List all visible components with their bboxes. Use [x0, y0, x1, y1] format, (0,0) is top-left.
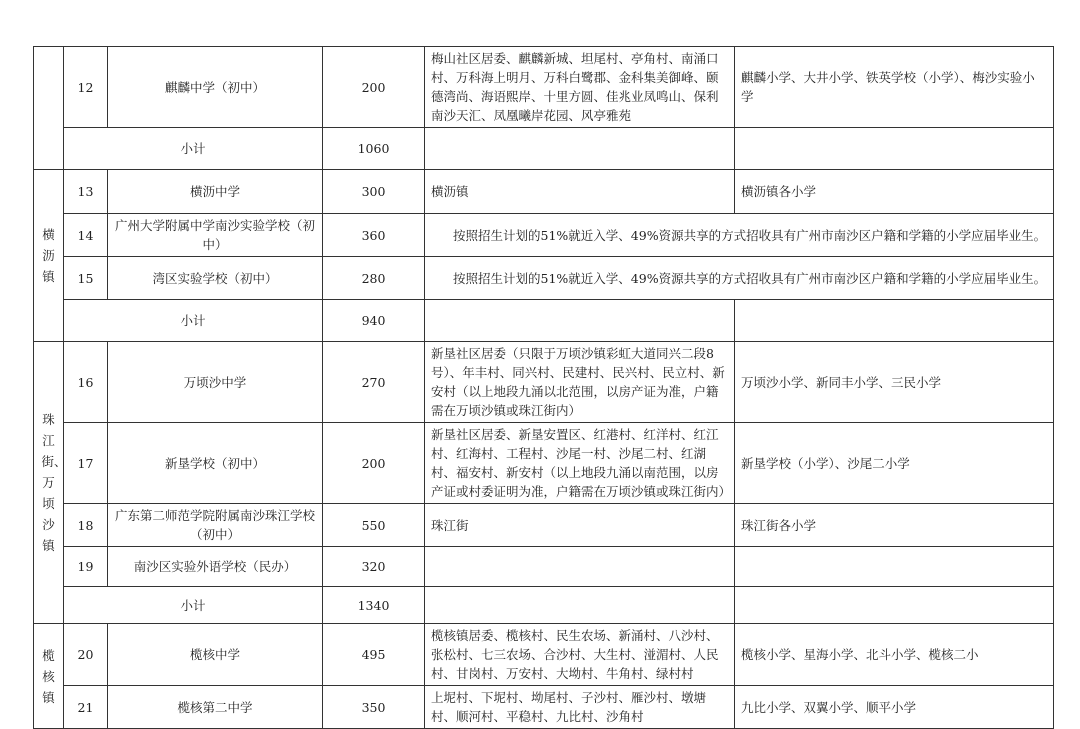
school-name: 湾区实验学校（初中） [108, 257, 323, 300]
enrollment-plan: 300 [323, 170, 425, 214]
enrollment-area [425, 547, 735, 587]
feeder-schools: 榄核小学、星海小学、北斗小学、榄核二小 [735, 624, 1054, 686]
table-row [34, 214, 1054, 257]
admission-note: 按照招生计划的51%就近入学、49%资源共享的方式招收具有广州市南沙区户籍和学籍的小学应届毕业生。 [425, 257, 1054, 300]
school-name: 万顷沙中学 [108, 342, 323, 423]
row-number: 20 [64, 624, 108, 686]
enrollment-area: 珠江街 [425, 504, 735, 547]
empty-cell [735, 300, 1054, 342]
school-name: 南沙区实验外语学校（民办） [108, 547, 323, 587]
empty-cell [425, 587, 735, 624]
school-name: 广东第二师范学院附属南沙珠江学校（初中） [108, 504, 323, 547]
empty-cell [425, 300, 735, 342]
table-row [34, 504, 1054, 547]
enrollment-table [33, 46, 1054, 729]
subtotal-label: 小计 [64, 300, 323, 342]
table-row [34, 624, 1054, 686]
table-row [34, 257, 1054, 300]
row-number: 16 [64, 342, 108, 423]
enrollment-plan: 270 [323, 342, 425, 423]
empty-cell [425, 128, 735, 170]
school-name: 横沥中学 [108, 170, 323, 214]
enrollment-plan: 360 [323, 214, 425, 257]
town-cell: 珠江街、万顷沙镇 [34, 342, 64, 624]
row-number: 19 [64, 547, 108, 587]
school-name: 榄核第二中学 [108, 686, 323, 729]
enrollment-plan: 200 [323, 47, 425, 128]
subtotal-row [34, 300, 1054, 342]
enrollment-area: 榄核镇居委、榄核村、民生农场、新涌村、八沙村、张松村、七三农场、合沙村、大生村、湴湄村、人民村、甘岗村、万安村、大坳村、牛角村、绿村村 [425, 624, 735, 686]
table-row [34, 47, 1054, 128]
admission-note: 按照招生计划的51%就近入学、49%资源共享的方式招收具有广州市南沙区户籍和学籍的小学应届毕业生。 [425, 214, 1054, 257]
table-row [34, 170, 1054, 214]
empty-cell [735, 587, 1054, 624]
feeder-schools: 新垦学校（小学）、沙尾二小学 [735, 423, 1054, 504]
enrollment-plan: 550 [323, 504, 425, 547]
enrollment-plan: 280 [323, 257, 425, 300]
enrollment-plan: 495 [323, 624, 425, 686]
enrollment-plan: 320 [323, 547, 425, 587]
school-name: 广州大学附属中学南沙实验学校（初中） [108, 214, 323, 257]
school-name: 新垦学校（初中） [108, 423, 323, 504]
table-row [34, 686, 1054, 729]
row-number: 15 [64, 257, 108, 300]
subtotal-row [34, 587, 1054, 624]
row-number: 21 [64, 686, 108, 729]
row-number: 14 [64, 214, 108, 257]
enrollment-area: 新垦社区居委（只限于万顷沙镇彩虹大道同兴二段8号）、年丰村、同兴村、民建村、民兴村、民立村、新安村（以上地段九涌以北范围，以房产证为准，户籍需在万顷沙镇或珠江街内） [425, 342, 735, 423]
town-cell [34, 47, 64, 170]
enrollment-area: 横沥镇 [425, 170, 735, 214]
empty-cell [735, 128, 1054, 170]
feeder-schools: 九比小学、双翼小学、顺平小学 [735, 686, 1054, 729]
enrollment-area: 梅山社区居委、麒麟新城、坦尾村、亭角村、南涌口村、万科海上明月、万科白鹭郡、金科集美御峰、颐德湾尚、海语熙岸、十里方圆、佳兆业凤鸣山、保利南沙天汇、凤凰曦岸花园、风亭雅苑 [425, 47, 735, 128]
subtotal-value: 1340 [323, 587, 425, 624]
row-number: 17 [64, 423, 108, 504]
feeder-schools: 珠江街各小学 [735, 504, 1054, 547]
school-name: 麒麟中学（初中） [108, 47, 323, 128]
enrollment-plan: 350 [323, 686, 425, 729]
enrollment-area: 新垦社区居委、新垦安置区、红港村、红洋村、红江村、红海村、工程村、沙尾一村、沙尾二村、红湖村、福安村、新安村（以上地段九涌以南范围，以房产证或村委证明为准，户籍需在万顷沙镇或珠江街内） [425, 423, 735, 504]
feeder-schools: 横沥镇各小学 [735, 170, 1054, 214]
feeder-schools: 麒麟小学、大井小学、铁英学校（小学）、梅沙实验小学 [735, 47, 1054, 128]
row-number: 12 [64, 47, 108, 128]
enrollment-area: 上坭村、下坭村、坳尾村、子沙村、雁沙村、墩塘村、顺河村、平稳村、九比村、沙角村 [425, 686, 735, 729]
school-name: 榄核中学 [108, 624, 323, 686]
subtotal-row [34, 128, 1054, 170]
feeder-schools [735, 547, 1054, 587]
table-row [34, 547, 1054, 587]
town-cell: 横沥镇 [34, 170, 64, 342]
row-number: 18 [64, 504, 108, 547]
table-row [34, 423, 1054, 504]
enrollment-plan: 200 [323, 423, 425, 504]
subtotal-value: 940 [323, 300, 425, 342]
table-row [34, 342, 1054, 423]
town-cell: 榄核镇 [34, 624, 64, 729]
subtotal-value: 1060 [323, 128, 425, 170]
feeder-schools: 万顷沙小学、新同丰小学、三民小学 [735, 342, 1054, 423]
subtotal-label: 小计 [64, 587, 323, 624]
subtotal-label: 小计 [64, 128, 323, 170]
row-number: 13 [64, 170, 108, 214]
